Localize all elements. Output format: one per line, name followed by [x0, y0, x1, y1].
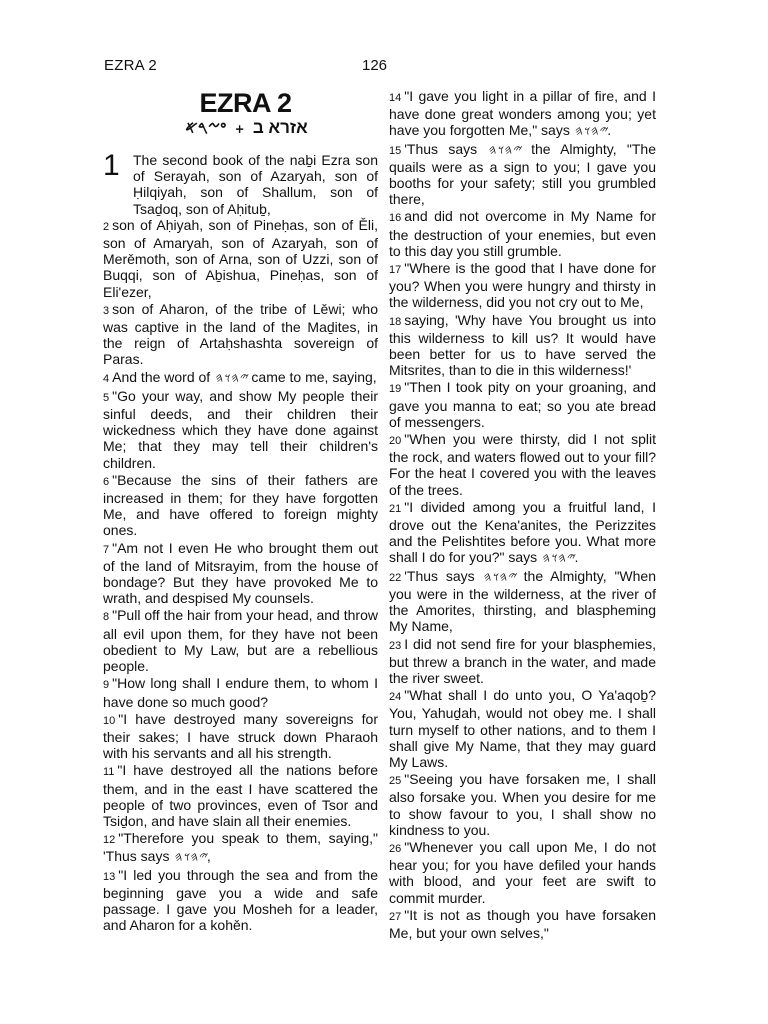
verse-text: And the word of [112, 368, 215, 385]
verse-text: "Then I took pity on your groaning, and gave you manna to eat; so you ate bread of messengers. [389, 379, 656, 430]
verse-number: 17 [389, 264, 402, 277]
verse-number: 20 [389, 435, 402, 448]
verse [103, 607, 378, 674]
verse-text: "I led you through the sea and from the beginning gave you a wide and safe passage. I gave you Mosheh for a leader, and Aharon for a kohěn. [103, 866, 378, 934]
chapter-title: EZRA 2 [199, 88, 292, 118]
verse-1 [103, 149, 378, 217]
verse-text: "It is not as though you have forsaken Me, but your own selves," [389, 906, 656, 941]
verse-text: son of Aḥiyah, son of Pineḥas, son of Ěli, son of Amaryah, son of Azaryah, son of Merěmoth, son of Arna, son of Uzzi, son of Buqqi, son of Aḇishua, Pineḥas, son of Eli'ezer, [103, 216, 378, 300]
verse [389, 839, 656, 906]
verse-number: 2 [103, 220, 110, 233]
verse-number: 10 [103, 714, 116, 727]
verse-text: "When you were thirsty, did I not split the rock, and waters flowed out to your fill? For the heat I covered you with the leaves of the trees. [389, 431, 656, 498]
verse-text: "Am not I even He who brought them out of the land of Mitsrayim, from the house of bondage? But they have provoked Me to wrath, and despised My counsels. [103, 539, 378, 607]
verse-number: 27 [389, 910, 402, 923]
verse-number: 19 [389, 383, 402, 396]
verse-text: "I gave you light in a pillar of fire, and I have done great wonders among you; yet have you forgotten Me," says [389, 88, 656, 139]
verse-text-continued: the Almighty, "When you were in the wilderness, at the river of the Amorites, thirsting, and blaspheming My Name, [389, 567, 656, 635]
verse [103, 217, 378, 300]
verse-text: "Whenever you call upon Me, I do not hear you; for you have defiled your hands with blood, and your feet are swift to commit murder. [389, 838, 656, 906]
verse-text: saying, 'Why have You brought us into this wilderness to kill us? It would have been better for us to have served the Mitsrites, than to die in this wilderness!' [389, 311, 656, 379]
verse-text-continued: . [574, 549, 579, 566]
verse-text-continued: , [206, 848, 211, 865]
right-verse-list [389, 88, 656, 941]
divine-name: 𐤉𐤄𐤅𐤄 [573, 123, 608, 139]
verse [389, 88, 656, 140]
verse-number: 6 [103, 475, 110, 488]
verse [389, 379, 656, 430]
verse-number: 14 [389, 92, 402, 104]
verse-number: 24 [389, 691, 402, 704]
verse-number: 16 [389, 212, 402, 225]
verse-text: I did not send fire for your blasphemies, but threw a branch in the water, and made the river sweet. [389, 635, 656, 686]
running-head: EZRA 2 [104, 57, 157, 74]
verse-text-continued: the Almighty, "The quails were as a sign to you; I gave you booths for your safety; still you grumbled there, [389, 140, 656, 208]
verse [103, 540, 378, 607]
verse-text: "How long shall I endure them, to whom I have done so much good? [103, 675, 378, 710]
verse [389, 771, 656, 838]
verse-text: "What shall I do unto you, O Ya'aqoḇ? You, Yahuḏah, would not obey me. I shall turn myself to other nations, and to them I shall give My Name, that they may guard My Laws. [389, 687, 656, 770]
verse [389, 208, 656, 259]
verse-text-continued: . [607, 122, 612, 139]
verse-number: 12 [103, 834, 116, 847]
verse [103, 675, 378, 709]
verse-text: "Therefore you speak to them, saying," 'Thus says [103, 830, 378, 865]
verse-number: 4 [103, 372, 110, 385]
verse [389, 907, 656, 941]
left-verse-list [103, 217, 378, 934]
verse [103, 472, 378, 539]
verse-number: 13 [103, 870, 116, 883]
hebrew-title: אזרא ב ﹢ 𐤏𐤆𐤓𐤀 [185, 118, 308, 137]
divine-name: 𐤉𐤄𐤅𐤄 [487, 141, 521, 157]
verse-number: 3 [103, 304, 110, 317]
divine-name: 𐤉𐤄𐤅𐤄 [173, 849, 207, 865]
verse [389, 568, 656, 635]
verse [389, 431, 656, 498]
verse [103, 762, 378, 829]
divine-name: 𐤉𐤄𐤅𐤄 [214, 369, 248, 385]
verse [103, 301, 378, 368]
verse-text: "Seeing you have forsaken me, I shall also forsake you. When you desire for me to show favour to you, I shall show no kindness to you. [389, 771, 656, 838]
verse-text: and did not overcome in My Name for the destruction of your enemies, but even to this day you still grumble. [389, 208, 656, 259]
verse-text: "Go your way, and show My people their sinful deeds, and their children their wickedness which they have done against Me; that they may tell their children's children. [103, 387, 378, 471]
verse-number: 23 [389, 639, 402, 652]
verse-number: 21 [389, 502, 402, 515]
verse-text: "I divided among you a fruitful land, I drove out the Kena'anites, the Perizzites and the Pelishtites before you. What more shall I do for you?" says [389, 498, 656, 566]
divine-name: 𐤉𐤄𐤅𐤄 [541, 550, 575, 566]
verse-number: 8 [103, 611, 110, 624]
verse-number: 18 [389, 315, 402, 328]
verse-number: 5 [103, 391, 110, 404]
verse [389, 687, 656, 770]
verse [389, 499, 656, 567]
verse [103, 830, 378, 865]
page-number: 126 [362, 57, 388, 74]
verse-text: "Pull off the hair from your head, and throw all evil upon them, for they have not been obedient to My Law, but are a rebellious people. [103, 607, 378, 675]
right-column [389, 88, 656, 942]
verse [389, 312, 656, 379]
verse-text: "Because the sins of their fathers are increased in them; for they have forgotten Me, and have offered to foreign mighty ones. [103, 471, 378, 539]
verse [103, 369, 378, 387]
verse-text: son of Aharon, of the tribe of Lěwi; who was captive in the land of the Maḏites, in the reign of Artaḥshashta sovereign of Paras. [103, 300, 378, 368]
chapter-dropcap: 1 [103, 149, 120, 182]
verse [103, 388, 378, 471]
verse [389, 260, 656, 311]
verse [103, 711, 378, 762]
verse-text: 'Thus says [404, 567, 483, 584]
verse-text: "Where is the good that I have done for you? When you were hungry and thirsty in the wilderness, did you not cry out to Me, [389, 260, 656, 311]
verse-text: "I have destroyed all the nations before them, and in the east I have scattered the people of two provinces, even of Tsor and Tsiḏon, and have slain all their enemies. [103, 762, 378, 829]
verse-number: 11 [103, 766, 115, 779]
verse [103, 867, 378, 934]
verse-number: 15 [389, 144, 402, 157]
verse-number: 22 [389, 571, 402, 584]
verse-text: "I have destroyed many sovereigns for their sakes; I have struck down Pharaoh with his servants and all his strength. [103, 710, 378, 762]
verse [389, 141, 656, 208]
verse-text-continued: came to me, saying, [247, 368, 377, 385]
verse [389, 636, 656, 687]
verse-number: 26 [389, 842, 402, 855]
verse-number: 25 [389, 775, 402, 788]
verse-number: 7 [103, 543, 110, 556]
left-column [103, 88, 378, 934]
verse-1-text: The second book of the naḇi Ezra son of Serayah, son of Azaryah, son of Ḥilqiyah, son of Shallum, son of Tsaḏoq, son of Aḥituḇ, [133, 152, 378, 217]
verse-number: 9 [103, 679, 110, 692]
divine-name: 𐤉𐤄𐤅𐤄 [482, 568, 516, 584]
verse-text: 'Thus says [404, 140, 488, 157]
